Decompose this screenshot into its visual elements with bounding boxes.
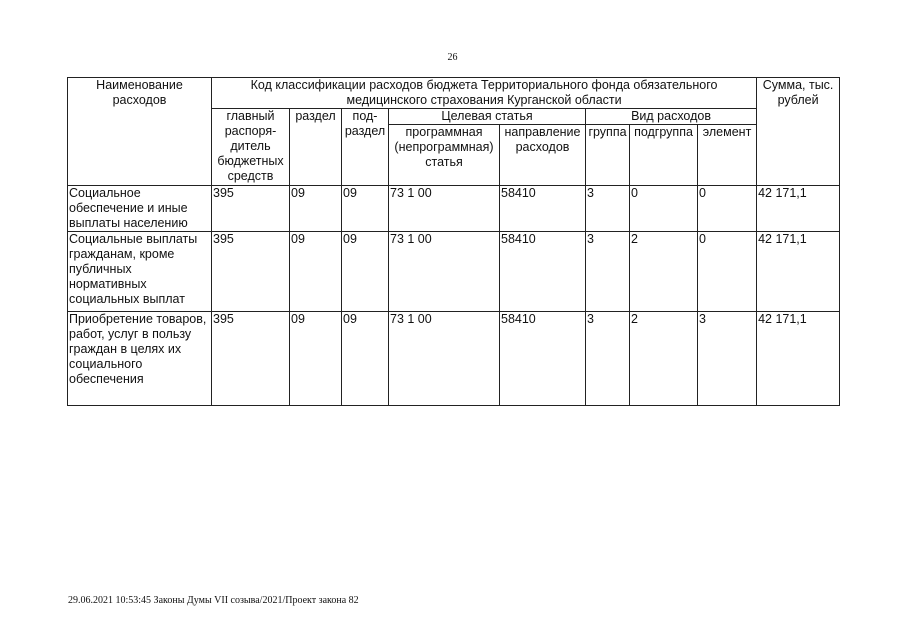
page-number: 26 (447, 52, 458, 63)
row-name: Социальное обеспечение и иные выплаты населению (68, 186, 212, 232)
row-direction: 58410 (500, 312, 586, 406)
row-subsection: 09 (342, 232, 389, 312)
header-subgroup: подгруппа (630, 125, 698, 186)
row-sum: 42 171,1 (757, 312, 840, 406)
footer-stamp: 29.06.2021 10:53:45 Законы Думы VII созыва/2021/Проект закона 82 (68, 595, 359, 606)
row-element: 0 (698, 186, 757, 232)
header-group: группа (586, 125, 630, 186)
row-program-article: 73 1 00 (389, 186, 500, 232)
row-subgroup: 2 (630, 312, 698, 406)
row-name: Приобретение товаров, работ, услуг в пользу граждан в целях их социального обеспечения (68, 312, 212, 406)
row-subsection: 09 (342, 312, 389, 406)
row-section: 09 (290, 186, 342, 232)
row-group: 3 (586, 186, 630, 232)
header-row-1 (68, 78, 840, 109)
header-sum: Сумма, тыс. рублей (757, 78, 840, 186)
row-main-manager: 395 (212, 312, 290, 406)
row-group: 3 (586, 312, 630, 406)
table-row (68, 186, 840, 232)
header-main-manager: главный распоря-дитель бюджетных средств (212, 109, 290, 186)
row-name: Социальные выплаты гражданам, кроме публичных нормативных социальных выплат (68, 232, 212, 312)
header-name: Наименование расходов (68, 78, 212, 186)
row-program-article: 73 1 00 (389, 312, 500, 406)
row-subgroup: 2 (630, 232, 698, 312)
header-target-article: Целевая статья (389, 109, 586, 125)
row-group: 3 (586, 232, 630, 312)
header-expense-type: Вид расходов (586, 109, 757, 125)
header-subsection: под-раздел (342, 109, 389, 186)
row-sum: 42 171,1 (757, 232, 840, 312)
row-subgroup: 0 (630, 186, 698, 232)
budget-table (67, 77, 840, 406)
header-code: Код классификации расходов бюджета Территориального фонда обязательного медицинского страхования Курганской области (212, 78, 757, 109)
header-direction: направление расходов (500, 125, 586, 186)
header-program-article: программная (непрограммная) статья (389, 125, 500, 186)
header-element: элемент (698, 125, 757, 186)
row-direction: 58410 (500, 186, 586, 232)
row-main-manager: 395 (212, 186, 290, 232)
row-sum: 42 171,1 (757, 186, 840, 232)
table-row (68, 232, 840, 312)
row-direction: 58410 (500, 232, 586, 312)
row-element: 0 (698, 232, 757, 312)
row-main-manager: 395 (212, 232, 290, 312)
row-section: 09 (290, 312, 342, 406)
row-program-article: 73 1 00 (389, 232, 500, 312)
row-section: 09 (290, 232, 342, 312)
header-section: раздел (290, 109, 342, 186)
row-element: 3 (698, 312, 757, 406)
row-subsection: 09 (342, 186, 389, 232)
table-row (68, 312, 840, 406)
